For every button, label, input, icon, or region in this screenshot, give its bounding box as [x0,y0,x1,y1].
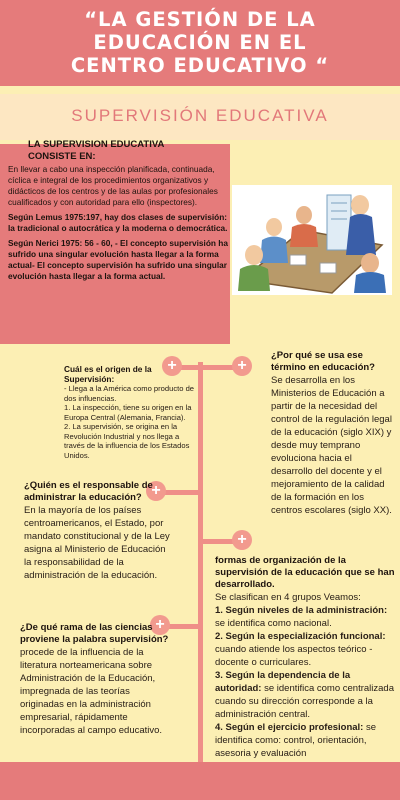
timeline-spine [198,362,203,762]
forms-item-label: 4. Según el ejercicio profesional: [215,722,364,733]
forms-item-label: 2. Según la especialización funcional: [215,631,386,642]
expand-forms-icon[interactable]: + [232,530,252,550]
expand-why-icon[interactable]: + [232,356,252,376]
expand-who-icon[interactable]: + [146,481,166,501]
forms-item [215,630,397,669]
forms-item [215,669,397,721]
section-who [24,480,172,582]
why-answer: Se desarrolla en los Ministerios de Educación a partir de la necesidad del control de la regulación legal de la educación (siglo XIX) y desde muy temprano evoluciona hacia el desarrollo del docente y el mejoramiento de la calidad de la formación en los centros escolares (siglo XX). [271,375,392,516]
section-branch [20,622,172,737]
forms-item-text: se identifica como centralizada cuando su dirección corresponde a la administración central. [215,683,394,720]
forms-item-text: cuando atiende los aspectos teórico - docente o curriculares. [215,644,373,668]
header-banner [0,0,400,86]
forms-intro: Se clasifican en 4 grupos Veamos: [215,592,361,603]
intro-definition: En llevar a cabo una inspección planificada, continuada, cíclica e integral de los procedimientos organizativos y didácticos de los centros y de las aulas por profesionales cualificados y con autoridad para ello (inspectores). [8,164,218,207]
intro-heading: LA SUPERVISION EDUCATIVA CONSISTE EN: [28,139,165,162]
section-forms [215,555,397,760]
section-title: SUPERVISIÓN EDUCATIVA [71,106,329,125]
origin-item: 2. La supervisión, se origina en la Revolución Industrial y nos llega a través de la influencia de los Estados Unidos. [64,422,190,460]
who-answer: En la mayoría de los países centroamericanos, el Estado, por mandato constitucional y de la Ley asigna al Ministerio de Educación la responsabilidad de la administración de la educación. [24,505,170,581]
who-question: ¿Quién es el responsable de administrar la educación? [24,480,153,503]
forms-item [215,604,397,630]
forms-item-text: se identifica como nacional. [215,618,332,629]
forms-item-label: 1. Según niveles de la administración: [215,605,388,616]
branch-question: ¿De qué rama de las ciencias proviene la palabra supervisión? [20,622,169,645]
origin-question: Cuál es el origen de la Supervisión: [64,364,152,384]
footer-banner [0,762,400,800]
why-question: ¿Por qué se usa ese término en educación? [271,350,375,373]
branch-answer: procede de la influencia de la literatura norteamericana sobre Administración de la Educación, impregnada de las teorías originadas en la administración empresarial, rápidamente incorporadas al campo educativo. [20,647,163,736]
origin-list [64,384,196,460]
forms-item [215,721,397,760]
intro-lemus: Según Lemus 1975:197, hay dos clases de supervisión: la tradicional o autocrática y la moderna o democrática. [8,212,228,233]
forms-question: formas de organización de la supervisión de la educación que se han desarrollado. [215,555,395,590]
intro-body [8,164,230,286]
origin-item: - Llega a la América como producto de dos influencias. [64,384,195,403]
page-title: “LA GESTIÓN DE LA EDUCACIÓN EN EL CENTRO EDUCATIVO “ [70,8,330,77]
forms-item-text: se identifica como: control, orientación, asesoria y evaluación [215,722,377,759]
expand-branch-icon[interactable]: + [150,615,170,635]
section-why [271,350,395,517]
subheader-banner [0,94,400,140]
forms-item-label: 3. Según la dependencia de la autoridad: [215,670,351,694]
expand-origin-icon[interactable]: + [162,356,182,376]
meeting-illustration [232,185,392,295]
intro-nerici: Según Nerici 1975: 56 - 60, - El concepto supervisión ha sufrido una singular evolución hasta llegar a la forma actual- El concepto supervisión ha sufrido una singular evolución hasta llegar a la forma actual. [8,238,228,281]
section-origin [64,364,196,460]
origin-item: 1. La inspección, tiene su origen en la Europa Central (Alemania, Francia). [64,403,192,422]
